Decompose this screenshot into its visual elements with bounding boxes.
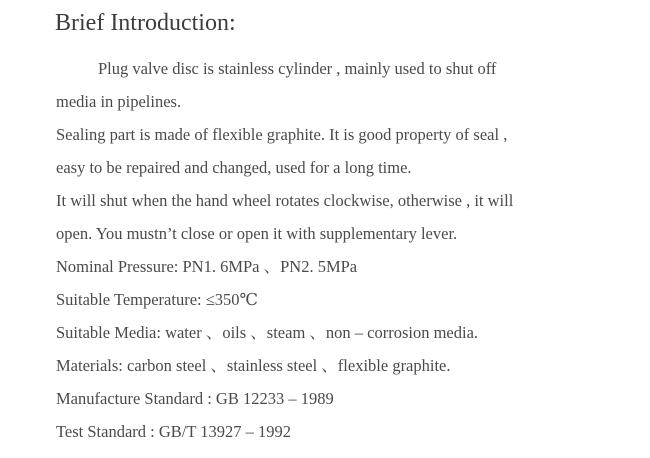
description-body <box>56 52 636 448</box>
text-line: media in pipelines. <box>56 92 182 111</box>
text-line-intro: Plug valve disc is stainless cylinder , mainly used to shut off <box>98 59 497 78</box>
spec-suitable-media: Suitable Media: water 、oils 、steam 、non – corrosion media. <box>56 323 479 342</box>
spec-manufacture-standard: Manufacture Standard : GB 12233 – 1989 <box>56 389 334 408</box>
spec-suitable-temperature: Suitable Temperature: ≤350℃ <box>56 290 259 309</box>
section-title: Brief Introduction: <box>55 10 236 36</box>
text-line: easy to be repaired and changed, used for a long time. <box>56 158 412 177</box>
text-line: open. You mustn’t close or open it with supplementary lever. <box>56 224 458 243</box>
spec-materials: Materials: carbon steel 、stainless steel 、flexible graphite. <box>56 356 451 375</box>
spec-test-standard: Test Standard : GB/T 13927 – 1992 <box>56 422 292 441</box>
text-line-operation: It will shut when the hand wheel rotates clockwise, otherwise , it will <box>56 191 514 210</box>
text-line-sealing: Sealing part is made of flexible graphite. It is good property of seal , <box>56 125 508 144</box>
spec-nominal-pressure: Nominal Pressure: PN1. 6MPa 、PN2. 5MPa <box>56 257 358 276</box>
